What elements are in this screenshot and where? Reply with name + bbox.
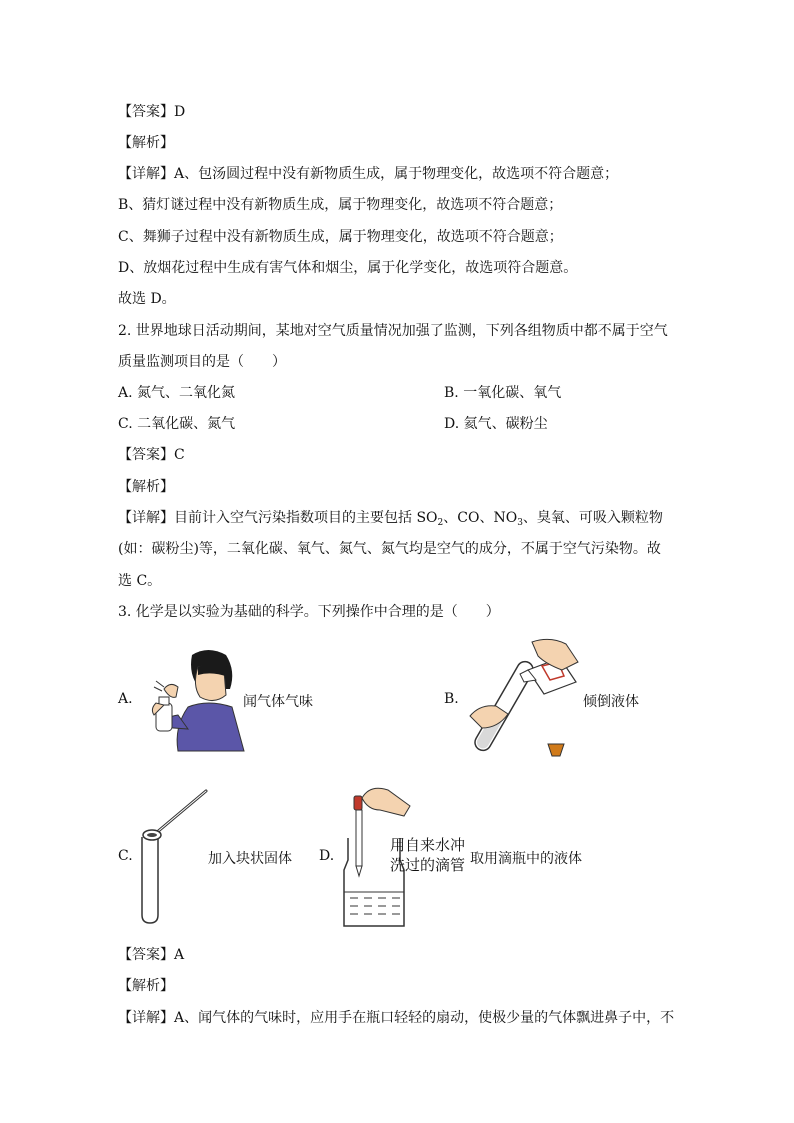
no3-subscript: 3 xyxy=(517,518,523,528)
pouring-liquid-illustration xyxy=(466,636,580,766)
q2-option-b: B. 一氧化碳、氧气 xyxy=(444,385,562,401)
conclusion-1: 故选 D。 xyxy=(118,291,176,307)
q3-option-c-caption: 加入块状固体 xyxy=(208,851,292,867)
so2-subscript: 2 xyxy=(437,518,444,528)
detail-1-c: C、舞狮子过程中没有新物质生成，属于物理变化，故选项不符合题意； xyxy=(118,229,563,245)
dropper-note xyxy=(390,835,465,875)
adding-solid-illustration xyxy=(136,785,212,925)
detail-1: 【详解】A、包汤圆过程中没有新物质生成，属于物理变化，故选项不符合题意； xyxy=(118,166,619,182)
detail-2-c: 选 C。 xyxy=(118,573,162,589)
q3-option-d-letter: D. xyxy=(319,848,335,864)
analysis-1: 【解析】 xyxy=(118,135,174,151)
q2-option-a: A. 氮气、二氧化氮 xyxy=(118,385,236,401)
q3-option-b-caption: 倾倒液体 xyxy=(583,694,639,710)
detail-1-b: B、猜灯谜过程中没有新物质生成，属于物理变化，故选项不符合题意； xyxy=(118,197,563,213)
answer-2: 【答案】C xyxy=(118,447,185,463)
detail-2-part-2: 、CO、NO xyxy=(443,510,518,526)
detail-2-part-3: 、臭氧、可吸入颗粒物 xyxy=(522,510,663,526)
question-2-line-1: 2. 世界地球日活动期间，某地对空气质量情况加强了监测，下列各组物质中都不属于空气 xyxy=(118,323,668,339)
analysis-3: 【解析】 xyxy=(118,978,174,994)
smelling-gas-illustration xyxy=(148,645,246,753)
q2-option-d: D. 氦气、碳粉尘 xyxy=(444,416,548,432)
question-3: 3. 化学是以实验为基础的科学。下列操作中合理的是（ ） xyxy=(118,604,500,620)
q2-option-c: C. 二氧化碳、氮气 xyxy=(118,416,236,432)
answer-3: 【答案】A xyxy=(118,947,185,963)
question-2-line-2: 质量监测项目的是（ ） xyxy=(118,354,286,370)
detail-1-d: D、放烟花过程中生成有害气体和烟尘，属于化学变化，故选项符合题意。 xyxy=(118,260,578,276)
q3-option-b-letter: B. xyxy=(444,691,459,707)
q3-option-c-letter: C. xyxy=(118,848,133,864)
q3-option-a-caption: 闻气体气味 xyxy=(243,694,313,710)
detail-2 xyxy=(118,509,663,527)
analysis-2: 【解析】 xyxy=(118,479,174,495)
q3-option-d-caption: 取用滴瓶中的液体 xyxy=(470,851,582,867)
dropper-note-line-1: 用自来水冲 xyxy=(390,836,466,854)
detail-2-part-1: 【详解】目前计入空气污染指数项目的主要包括 SO xyxy=(118,510,438,526)
detail-2-b: (如：碳粉尘)等，二氧化碳、氧气、氮气、氮气均是空气的成分，不属于空气污染物。故 xyxy=(118,541,661,557)
q3-option-a-letter: A. xyxy=(118,691,133,707)
dropper-note-line-2: 洗过的滴管 xyxy=(390,856,466,874)
detail-3: 【详解】A、闻气体的气味时，应用手在瓶口轻轻的扇动，使极少量的气体飘进鼻子中，不 xyxy=(118,1010,675,1026)
answer-1: 【答案】D xyxy=(118,104,186,120)
